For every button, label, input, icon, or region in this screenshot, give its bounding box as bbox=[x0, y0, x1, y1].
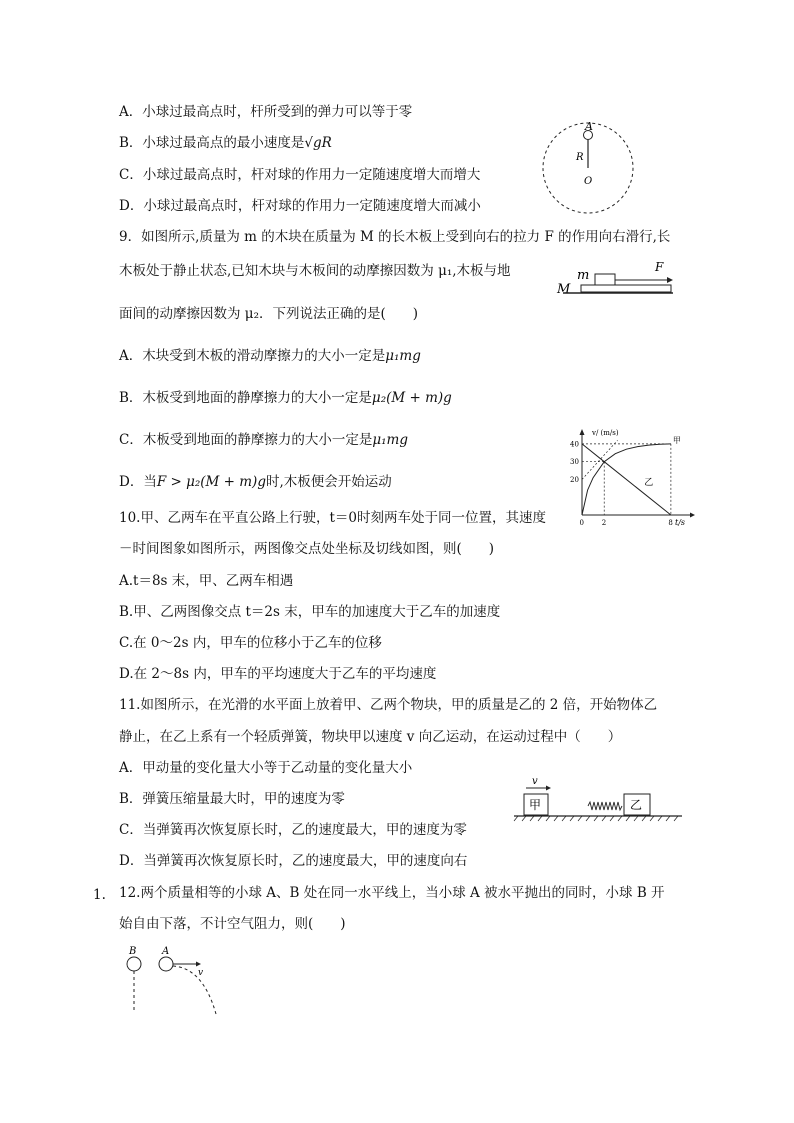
q9-option-b-formula: μ₂(M + m)g bbox=[371, 390, 452, 406]
q11-option-b: B．弹簧压缩量最大时，甲的速度为零 bbox=[119, 791, 345, 807]
q8-option-c: C．小球过最高点时，杆对球的作用力一定随速度增大而增大 bbox=[119, 167, 481, 183]
q9-stem-line1: 9．如图所示,质量为 m 的木块在质量为 M 的长木板上受到向右的拉力 F 的作用向右滑行,长 bbox=[119, 229, 671, 245]
q8-label-a: A bbox=[585, 120, 593, 133]
q10-x-tick-8: 8 bbox=[668, 519, 673, 527]
q12-label-b: B bbox=[129, 946, 137, 957]
q11-ground-hatching bbox=[514, 816, 678, 821]
q10-y-axis-arrowhead bbox=[580, 429, 585, 435]
q12-projectile-path-a bbox=[173, 966, 216, 1014]
q11-option-d: D．当弹簧再次恢复原长时，乙的速度最大，甲的速度向右 bbox=[119, 853, 468, 869]
q9-option-d-text: D．当 bbox=[119, 474, 157, 490]
q9-option-b-text: B．木板受到地面的静摩擦力的大小一定是 bbox=[119, 390, 372, 406]
q11-stem-line2: 静止，在乙上系有一个轻质弹簧，物块甲以速度 v 向乙运动，在运动过程中（ ） bbox=[119, 729, 622, 745]
q12-ball-a bbox=[159, 957, 173, 971]
q9-option-a bbox=[119, 347, 421, 365]
q9-block bbox=[595, 274, 615, 285]
q8-option-b-formula: √gR bbox=[304, 135, 332, 151]
q10-x-axis-arrowhead bbox=[690, 513, 695, 518]
q10-tangent-line bbox=[582, 440, 618, 479]
q9-option-d-formula: F > μ₂(M + m)g bbox=[156, 474, 266, 490]
q10-chart-ylabel: v/ (m/s) bbox=[592, 429, 619, 437]
q9-option-a-formula: μ₁mg bbox=[385, 348, 421, 364]
q9-option-a-text: A．木块受到木板的滑动摩擦力的大小一定是 bbox=[119, 348, 386, 364]
q9-option-c-text: C．木板受到地面的静摩擦力的大小一定是 bbox=[119, 432, 373, 448]
q10-y-tick-30: 30 bbox=[570, 458, 579, 467]
q12-stem-line2: 始自由下落，不计空气阻力，则( ) bbox=[119, 916, 346, 932]
q12-list-number: 1. bbox=[93, 887, 106, 903]
q8-label-r: R bbox=[576, 152, 584, 163]
q12-label-v: v bbox=[198, 968, 204, 978]
q10-series-label-jia: 甲 bbox=[672, 435, 681, 445]
q11-option-c: C．当弹簧再次恢复原长时，乙的速度最大，甲的速度为零 bbox=[119, 822, 467, 838]
q12-projectile-figure bbox=[118, 942, 228, 1020]
q10-y-tick-20: 20 bbox=[570, 475, 579, 484]
q9-stem-line2: 木板处于静止状态,已知木块与木板间的动摩擦因数为 μ₁,木板与地 bbox=[119, 263, 511, 279]
q10-stem-line2: －时间图象如图所示，两图像交点处坐标及切线如图，则( ) bbox=[119, 541, 495, 557]
q11-spring bbox=[588, 802, 622, 810]
q9-board-figure bbox=[555, 258, 685, 298]
q10-option-d: D.在 2～8s 内，甲车的平均速度大于乙车的平均速度 bbox=[119, 666, 437, 682]
q12-label-a: A bbox=[162, 946, 170, 957]
q11-stem-line1: 11.如图所示，在光滑的水平面上放着甲、乙两个物块，甲的质量是乙的 2 倍，开始物体乙 bbox=[119, 697, 658, 713]
q9-label-f: F bbox=[655, 260, 664, 274]
q9-option-b bbox=[119, 389, 452, 407]
q12-ball-b bbox=[127, 957, 141, 971]
q8-option-b-text: B．小球过最高点的最小速度是 bbox=[119, 135, 305, 151]
q9-option-c-formula: μ₁mg bbox=[372, 432, 408, 448]
q10-series-label-yi: 乙 bbox=[644, 477, 654, 488]
q9-option-c bbox=[119, 431, 408, 449]
q10-option-a: A.t＝8s 末，甲、乙两车相遇 bbox=[119, 573, 294, 589]
q9-option-d bbox=[119, 473, 392, 491]
q9-force-arrowhead bbox=[667, 277, 673, 283]
q10-y-tick-40: 40 bbox=[570, 440, 579, 449]
q9-stem-line3: 面间的动摩擦因数为 μ₂．下列说法正确的是( ) bbox=[119, 306, 419, 322]
q8-option-d: D．小球过最高点时，杆对球的作用力一定随速度增大而减小 bbox=[119, 198, 481, 214]
q12-velocity-arrowhead bbox=[196, 962, 201, 967]
q10-series-line-1 bbox=[582, 444, 671, 515]
q8-option-a: A．小球过最高点时，杆所受到的弹力可以等于零 bbox=[119, 104, 413, 120]
q11-label-yi: 乙 bbox=[630, 798, 643, 812]
q10-vt-chart bbox=[560, 425, 695, 530]
q8-option-b bbox=[119, 134, 332, 152]
q10-x-tick-0: 0 bbox=[579, 519, 584, 527]
q10-chart-xlabel: t/s bbox=[675, 518, 686, 527]
q9-label-m: m bbox=[577, 268, 590, 283]
q8-circle-figure bbox=[525, 118, 665, 218]
q11-option-a: A．甲动量的变化量大小等于乙动量的变化量大小 bbox=[119, 760, 413, 776]
q9-board bbox=[581, 285, 671, 292]
q11-label-v: v bbox=[532, 776, 538, 787]
q12-stem-line1: 12.两个质量相等的小球 A、B 处在同一水平线上，当小球 A 被水平抛出的同时，小球 B 开 bbox=[119, 885, 665, 901]
q10-x-tick-2: 2 bbox=[601, 519, 607, 527]
q11-label-jia: 甲 bbox=[529, 798, 542, 812]
q11-spring-figure bbox=[510, 772, 685, 824]
q9-option-d-text-after: 时,木板便会开始运动 bbox=[265, 474, 392, 490]
q10-option-c: C.在 0～2s 内，甲车的位移小于乙车的位移 bbox=[119, 635, 382, 651]
q9-label-bigm: M bbox=[557, 282, 571, 297]
q8-label-o: O bbox=[584, 176, 593, 187]
q10-stem-line1: 10.甲、乙两车在平直公路上行驶，t＝0时刻两车处于同一位置，其速度 bbox=[119, 510, 546, 526]
q10-option-b: B.甲、乙两图像交点 t＝2s 末，甲车的加速度大于乙车的加速度 bbox=[119, 604, 501, 620]
q11-velocity-arrowhead bbox=[546, 786, 551, 791]
